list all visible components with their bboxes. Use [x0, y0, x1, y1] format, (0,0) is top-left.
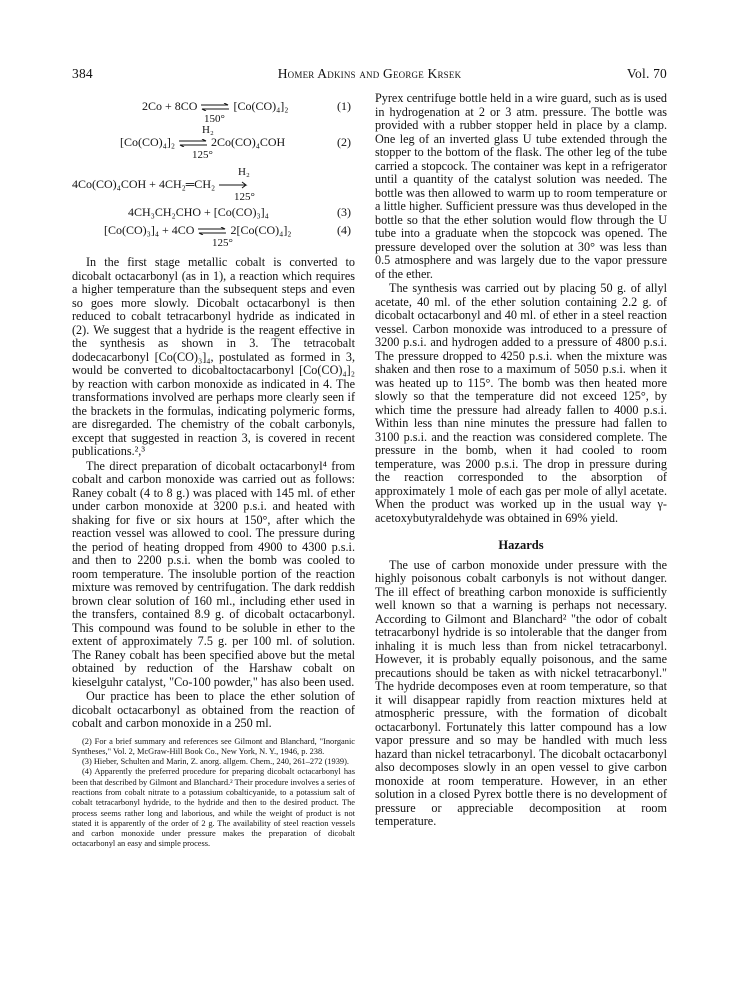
section-heading: Hazards: [498, 538, 544, 552]
equation-rhs: 2Co(CO)₄COH: [211, 135, 286, 149]
equation-1: [72, 99, 355, 125]
equation-lhs: [Co(CO)₃]₄ + 4CO: [104, 223, 195, 237]
equation-block: [72, 92, 355, 256]
equation-3a: [72, 166, 355, 203]
equation-lhs: 4Co(CO)₄COH + 4CH₂═CH₂: [72, 177, 216, 191]
equation-condition-below: 125°: [212, 237, 233, 249]
equation-condition-below: 125°: [234, 191, 255, 203]
equation-number: (4): [337, 223, 351, 237]
left-column: [72, 92, 355, 850]
footnote: (2) For a brief summary and references see Gilmont and Blanchard, "Inorganic Syntheses," Vol. 2, McGraw-Hill Book Co., New York, N. Y., 1946, p. 238.: [72, 736, 355, 756]
equation-2: [72, 124, 355, 161]
body-paragraph: The direct preparation of dicobalt octacarbonyl⁴ from cobalt and carbon monoxide was carried out as follows: Raney cobalt (4 to 8 g.) was placed with 145 ml. of ether under carbon monoxide at 3200 p.s.i. and heated with shaking for five or six hours at 150°, after which the reaction vessel was allowed to cool. The pressure during the period of heating dropped from 4900 to 4300 p.s.i. and then to 2200 p.s.i. when the bomb was cooled to room temperature. The insoluble portion of the reaction mixture was removed by centrifugation. The dark reddish brown clear solution of 160 ml., including ether used in the transfers, contained 8.9 g. of dicobalt octacarbonyl. This compound was found to be soluble in ether to the extent of approximately 7.5 g. per 100 ml. of solution. The Raney cobalt has been specified above but the metal obtained by reduction of the Harshaw cobalt on kieselguhr catalyst, "Co-100 powder," has also been used.: [72, 458, 355, 689]
equation-lhs: [Co(CO)₄]₂: [120, 135, 176, 149]
body-paragraph: The use of carbon monoxide under pressure with the highly poisonous cobalt carbonyls is not without danger. The ill effect of breathing carbon monoxide is sufficiently well known so that a warning is perhaps not necessary. According to Gilmont and Blanchard² "the odor of cobalt tetracarbonyl hydride is so intolerable that the danger from inhaling it is much less than from nickel tetracarbonyl. However, it is probably equally poisonous, and the same precautions should be taken as with nickel tetracarbonyl." The hydride decomposes even at room temperature, so that it will disappear rapidly from reaction mixtures held at atmospheric pressure, with the formation of dicobalt octacarbonyl. Fortunately this latter compound has a low vapor pressure and so may be handled with much less hazard than nickel tetracarbonyl. The dicobalt octacarbonyl also decomposes slowly in an open vessel to give carbon monoxide at room temperature. However, in an ether solution in a closed Pyrex bottle there is no development of pressure or appreciable decomposition at room temperature.: [375, 557, 667, 828]
running-header: [72, 66, 667, 86]
equation-rhs: 2[Co(CO)₄]₂: [230, 223, 292, 237]
page-number: 384: [72, 66, 93, 81]
body-paragraph: Our practice has been to place the ether solution of dicobalt octacarbonyl as obtained from the reaction of cobalt and carbon monoxide in a 250 ml.: [72, 689, 355, 730]
equation-condition-below: 150°: [204, 113, 225, 125]
equation-lhs: 4CH₃CH₂CHO + [Co(CO)₃]₄: [128, 205, 269, 219]
equation-lhs: 2Co + 8CO: [142, 99, 198, 113]
right-column: [375, 92, 667, 829]
footnote: (4) Apparently the preferred procedure for preparing dicobalt octacarbonyl has been that described by Gilmont and Blanchard.² Their procedure involves a series of reactions from cobalt nitrate to a potassium cobalticyanide, to a potassium salt of cobalt tetracarbonyl hydride, to the hydride and then to the desired product. The process seems rather long and laborious, and while the weight of product is not stated it is apparently of the order of 2 g. The availability of steel reaction vessels and carbon monoxide under pressure makes the preparation of dicobalt octacarbonyl an easy and simple process.: [72, 767, 355, 849]
body-paragraph: The synthesis was carried out by placing 50 g. of allyl acetate, 40 ml. of the ether solution containing 2.2 g. of dicobalt octacarbonyl and 40 ml. of ether in a steel reaction vessel. Carbon monoxide was introduced to a pressure of 3200 p.s.i. and hydrogen added to a pressure of 4800 p.s.i. The pressure dropped to 4250 p.s.i. when the mixture was shaken and then rose to a maximum of 5050 p.s.i. when it was heated up to 115°. The bomb was then heated more slowly so that the temperature did not exceed 125°, by which time the pressure had already fallen to 4000 p.s.i. Within less than nine minutes the pressure had fallen to 3100 p.s.i. and the reaction was considered complete. The pressure in the bomb, when it had cooled to room temperature, was 2000 p.s.i. The drop in pressure during the reaction corresponded to the absorption of approximately 1 mole of each gas per mole of allyl acetate. When the product was worked up in the usual way γ-acetoxybutyraldehyde was obtained in 69% yield.: [375, 281, 667, 525]
equation-number: (2): [337, 135, 351, 149]
equation-number: (1): [337, 99, 351, 113]
equation-rhs: [Co(CO)₄]₂: [233, 99, 289, 113]
equation-condition-above: H₂: [238, 166, 250, 178]
equation-number: (3): [337, 205, 351, 219]
running-authors: Homer Adkins and George Krsek: [277, 66, 462, 81]
equation-3b: [72, 206, 355, 222]
equation-4: [72, 223, 355, 249]
equation-condition-above: H₂: [202, 124, 214, 136]
footnote: (3) Hieber, Schulten and Marin, Z. anorg. allgem. Chem., 240, 261–272 (1939).: [82, 757, 349, 767]
body-paragraph: Pyrex centrifuge bottle held in a wire guard, such as is used in hydrogenation at 2 or 3 atm. pressure. The bottle was provided with a rubber stopper held in place by a clamp. One leg of an inverted glass U tube extended through the stopper to the bottom of the flask. The other leg of the tube carried a stopcock. The container was kept in a refrigerator until a quantity of the catalyst solution was needed. The bottle was then allowed to warm up to room temperature or a little higher. Sufficient pressure was thus developed in the bottle so that the ether solution would flow through the U tube into a graduate when the stopcock was opened. The pressure developed over the solution at 30° was less than 0.5 atmosphere and was largely due to the vapor pressure of the ether.: [375, 91, 667, 281]
equation-condition-below: 125°: [192, 149, 213, 161]
body-paragraph: In the first stage metallic cobalt is converted to dicobalt octacarbonyl (as in 1), a reaction which requires a higher temperature than the subsequent steps and even so goes more slowly. Dicobalt octacarbonyl is then reduced to cobalt tetracarbonyl hydride as indicated in (2). We suggest that a hydride is the reagent effective in the synthesis as shown in 3. The tetracobalt dodecacarbonyl [Co(CO)₃]₄, postulated as formed in 3, would be converted to dicobaltoctacarbonyl [Co(CO)₄]₂ by reaction with carbon monoxide as indicated in 4. The transformations involved are perhaps more clearly seen if the brackets in the formulas, indicating polymeric forms, are disregarded. The chemistry of the cobalt carbonyls, except that suggested in reaction 3, is covered in recent publications.²,³: [72, 255, 355, 458]
volume-label: Vol. 70: [626, 66, 667, 81]
footnotes: [72, 737, 355, 850]
